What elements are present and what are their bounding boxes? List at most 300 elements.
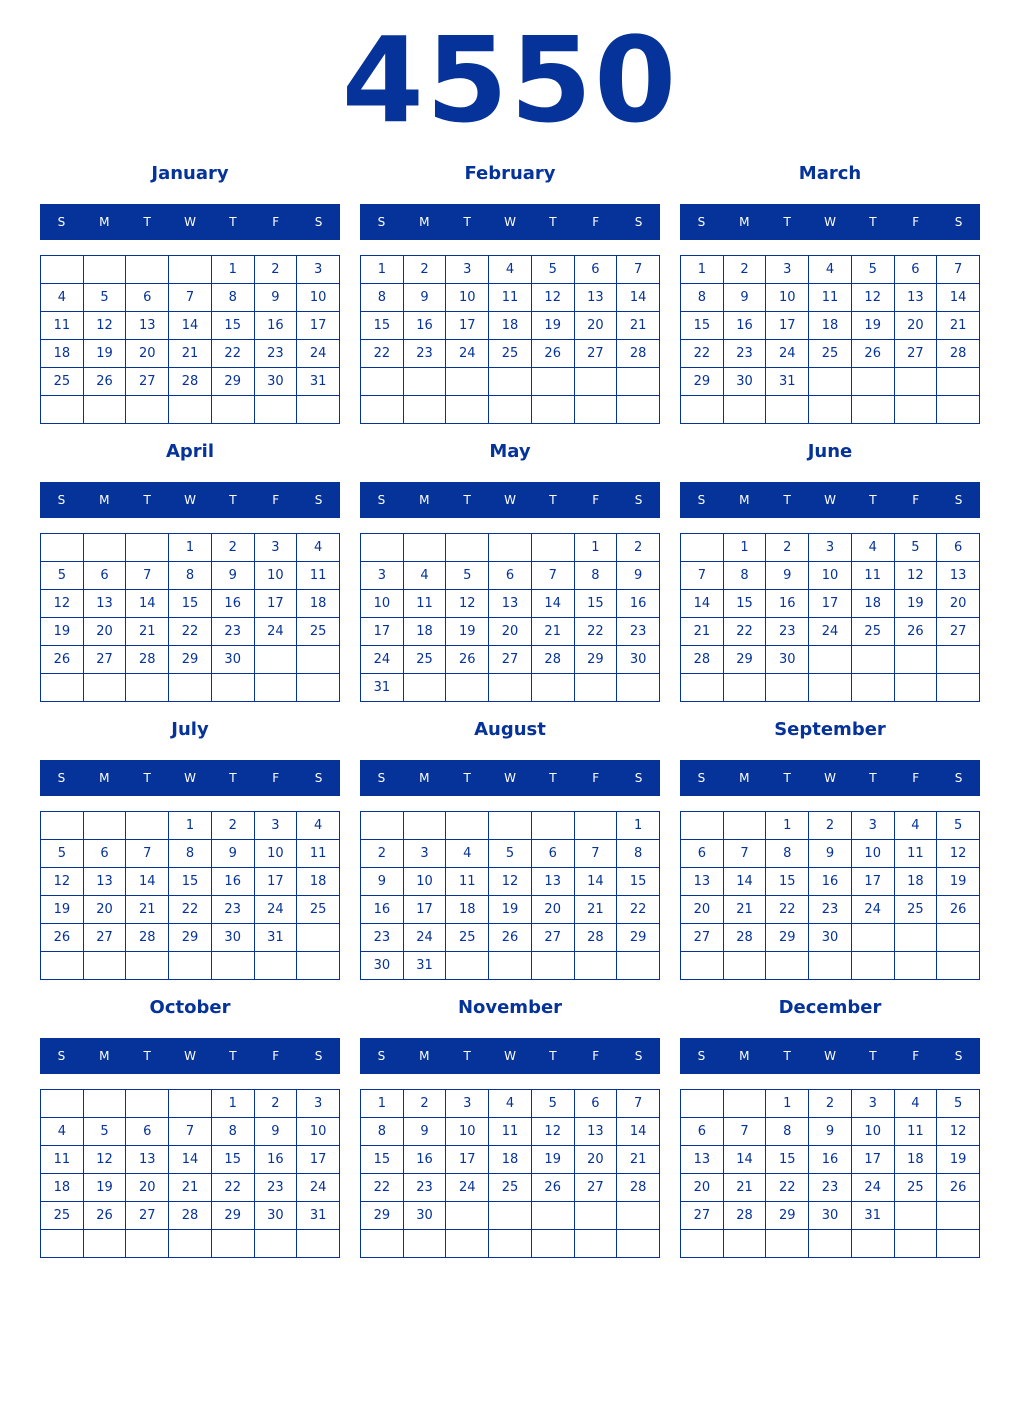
- day-cell: 2: [404, 1090, 447, 1118]
- empty-day-cell: [575, 1202, 618, 1230]
- day-cell: 28: [532, 646, 575, 674]
- empty-day-cell: [126, 256, 169, 284]
- day-cell: 19: [937, 1146, 980, 1174]
- empty-day-cell: [681, 1090, 724, 1118]
- day-cell: 14: [937, 284, 980, 312]
- empty-day-cell: [126, 952, 169, 980]
- empty-day-cell: [681, 674, 724, 702]
- day-cell: 29: [361, 1202, 404, 1230]
- day-cell: 22: [361, 340, 404, 368]
- day-cell: 25: [489, 340, 532, 368]
- day-cell: 28: [126, 924, 169, 952]
- empty-day-cell: [361, 1230, 404, 1258]
- day-cell: 7: [169, 1118, 212, 1146]
- day-cell: 12: [937, 1118, 980, 1146]
- day-cell: 27: [84, 646, 127, 674]
- weekday-label: W: [184, 771, 196, 785]
- day-cell: 12: [937, 840, 980, 868]
- day-cell: 16: [809, 868, 852, 896]
- weekday-label: T: [229, 493, 237, 507]
- weekday-label: F: [272, 771, 280, 785]
- weekday-label: W: [824, 771, 836, 785]
- empty-day-cell: [809, 1230, 852, 1258]
- day-cell: 16: [255, 312, 298, 340]
- day-cell: 20: [532, 896, 575, 924]
- day-cell: 31: [297, 368, 340, 396]
- empty-day-cell: [169, 396, 212, 424]
- weekday-label: T: [463, 215, 471, 229]
- empty-day-cell: [575, 1230, 618, 1258]
- day-cell: 16: [766, 590, 809, 618]
- month-march: [680, 156, 980, 424]
- day-cell: 2: [809, 1090, 852, 1118]
- day-cell: 19: [84, 1174, 127, 1202]
- day-cell: 7: [126, 562, 169, 590]
- day-cell: 9: [404, 284, 447, 312]
- day-cell: 14: [169, 1146, 212, 1174]
- weekday-header: [360, 204, 660, 240]
- month-december: [680, 990, 980, 1258]
- day-cell: 12: [895, 562, 938, 590]
- weekday-label: F: [272, 493, 280, 507]
- day-cell: 26: [84, 1202, 127, 1230]
- day-cell: 4: [852, 534, 895, 562]
- day-cell: 18: [41, 1174, 84, 1202]
- empty-day-cell: [84, 1090, 127, 1118]
- empty-day-cell: [617, 1230, 660, 1258]
- day-cell: 18: [404, 618, 447, 646]
- empty-day-cell: [532, 368, 575, 396]
- day-cell: 11: [297, 840, 340, 868]
- day-cell: 6: [489, 562, 532, 590]
- day-cell: 1: [681, 256, 724, 284]
- weekday-label: T: [869, 215, 877, 229]
- day-cell: 17: [852, 1146, 895, 1174]
- empty-day-cell: [84, 812, 127, 840]
- day-cell: 12: [446, 590, 489, 618]
- day-cell: 1: [766, 812, 809, 840]
- day-cell: 25: [489, 1174, 532, 1202]
- weekday-label: S: [954, 215, 963, 229]
- weekday-label: T: [229, 1049, 237, 1063]
- weekday-label: S: [314, 493, 323, 507]
- day-cell: 31: [852, 1202, 895, 1230]
- weekday-label: M: [739, 1049, 750, 1063]
- day-cell: 9: [809, 1118, 852, 1146]
- day-cell: 19: [532, 312, 575, 340]
- day-cell: 31: [255, 924, 298, 952]
- day-cell: 25: [41, 1202, 84, 1230]
- day-cell: 3: [446, 256, 489, 284]
- day-cell: 14: [169, 312, 212, 340]
- weekday-label: F: [592, 1049, 600, 1063]
- day-cell: 17: [809, 590, 852, 618]
- day-cell: 21: [724, 896, 767, 924]
- day-cell: 20: [575, 312, 618, 340]
- day-cell: 23: [617, 618, 660, 646]
- day-cell: 7: [617, 256, 660, 284]
- month-april: [40, 434, 340, 702]
- empty-day-cell: [895, 646, 938, 674]
- day-cell: 4: [489, 1090, 532, 1118]
- day-cell: 20: [895, 312, 938, 340]
- empty-day-cell: [937, 674, 980, 702]
- weekday-label: M: [739, 215, 750, 229]
- day-cell: 20: [575, 1146, 618, 1174]
- weekday-label: S: [377, 215, 386, 229]
- day-cell: 11: [41, 312, 84, 340]
- weekday-label: M: [99, 771, 110, 785]
- empty-day-cell: [41, 812, 84, 840]
- empty-day-cell: [852, 646, 895, 674]
- day-grid: [680, 533, 980, 702]
- day-cell: 17: [404, 896, 447, 924]
- empty-day-cell: [169, 1090, 212, 1118]
- empty-day-cell: [937, 396, 980, 424]
- empty-day-cell: [446, 1202, 489, 1230]
- day-cell: 7: [724, 840, 767, 868]
- weekday-label: S: [697, 1049, 706, 1063]
- day-cell: 18: [446, 896, 489, 924]
- day-cell: 5: [895, 534, 938, 562]
- day-cell: 12: [532, 1118, 575, 1146]
- empty-day-cell: [255, 952, 298, 980]
- day-cell: 12: [532, 284, 575, 312]
- day-cell: 1: [361, 256, 404, 284]
- day-cell: 1: [212, 1090, 255, 1118]
- empty-day-cell: [937, 924, 980, 952]
- day-cell: 13: [895, 284, 938, 312]
- day-cell: 31: [766, 368, 809, 396]
- empty-day-cell: [895, 368, 938, 396]
- day-cell: 14: [724, 1146, 767, 1174]
- day-cell: 2: [255, 256, 298, 284]
- day-cell: 4: [404, 562, 447, 590]
- empty-day-cell: [126, 396, 169, 424]
- empty-day-cell: [446, 952, 489, 980]
- day-cell: 22: [212, 340, 255, 368]
- day-cell: 2: [617, 534, 660, 562]
- day-cell: 14: [575, 868, 618, 896]
- day-cell: 24: [766, 340, 809, 368]
- day-cell: 16: [617, 590, 660, 618]
- day-cell: 19: [489, 896, 532, 924]
- empty-day-cell: [575, 952, 618, 980]
- weekday-label: M: [99, 1049, 110, 1063]
- day-cell: 1: [766, 1090, 809, 1118]
- day-cell: 27: [126, 1202, 169, 1230]
- weekday-label: T: [463, 493, 471, 507]
- day-cell: 11: [852, 562, 895, 590]
- day-cell: 13: [937, 562, 980, 590]
- day-cell: 29: [617, 924, 660, 952]
- weekday-label: S: [314, 215, 323, 229]
- empty-day-cell: [724, 1230, 767, 1258]
- day-cell: 24: [297, 1174, 340, 1202]
- empty-day-cell: [852, 952, 895, 980]
- day-cell: 13: [84, 868, 127, 896]
- weekday-label: W: [184, 215, 196, 229]
- day-grid: [680, 1089, 980, 1258]
- weekday-label: S: [57, 493, 66, 507]
- month-name: March: [798, 163, 862, 184]
- day-cell: 10: [852, 1118, 895, 1146]
- day-cell: 18: [297, 590, 340, 618]
- day-cell: 15: [681, 312, 724, 340]
- empty-day-cell: [766, 674, 809, 702]
- day-cell: 6: [937, 534, 980, 562]
- day-cell: 28: [169, 1202, 212, 1230]
- empty-day-cell: [361, 396, 404, 424]
- empty-day-cell: [575, 812, 618, 840]
- day-cell: 18: [297, 868, 340, 896]
- empty-day-cell: [575, 674, 618, 702]
- empty-day-cell: [617, 368, 660, 396]
- day-cell: 2: [255, 1090, 298, 1118]
- day-cell: 27: [681, 924, 724, 952]
- day-grid: [360, 533, 660, 702]
- empty-day-cell: [255, 674, 298, 702]
- day-cell: 10: [446, 284, 489, 312]
- empty-day-cell: [404, 368, 447, 396]
- weekday-header: [360, 760, 660, 796]
- empty-day-cell: [809, 396, 852, 424]
- weekday-label: M: [419, 1049, 430, 1063]
- month-august: [360, 712, 660, 980]
- day-cell: 6: [895, 256, 938, 284]
- day-cell: 14: [681, 590, 724, 618]
- empty-day-cell: [446, 534, 489, 562]
- day-cell: 13: [84, 590, 127, 618]
- day-cell: 20: [681, 896, 724, 924]
- weekday-label: T: [143, 493, 151, 507]
- day-cell: 3: [361, 562, 404, 590]
- day-cell: 30: [361, 952, 404, 980]
- day-cell: 8: [212, 284, 255, 312]
- weekday-label: M: [419, 493, 430, 507]
- weekday-label: S: [57, 1049, 66, 1063]
- weekday-label: W: [504, 771, 516, 785]
- day-cell: 10: [255, 840, 298, 868]
- day-cell: 10: [255, 562, 298, 590]
- empty-day-cell: [84, 674, 127, 702]
- day-cell: 28: [169, 368, 212, 396]
- day-cell: 19: [852, 312, 895, 340]
- empty-day-cell: [489, 674, 532, 702]
- day-cell: 21: [169, 1174, 212, 1202]
- empty-day-cell: [297, 674, 340, 702]
- weekday-header: [680, 1038, 980, 1074]
- weekday-label: S: [697, 493, 706, 507]
- weekday-label: S: [954, 1049, 963, 1063]
- weekday-label: T: [229, 771, 237, 785]
- day-cell: 24: [297, 340, 340, 368]
- day-cell: 24: [255, 618, 298, 646]
- empty-day-cell: [489, 1230, 532, 1258]
- day-cell: 29: [169, 646, 212, 674]
- empty-day-cell: [489, 396, 532, 424]
- day-cell: 30: [809, 1202, 852, 1230]
- day-cell: 26: [41, 924, 84, 952]
- day-cell: 14: [724, 868, 767, 896]
- weekday-label: S: [634, 771, 643, 785]
- day-cell: 22: [361, 1174, 404, 1202]
- day-cell: 27: [126, 368, 169, 396]
- day-cell: 3: [446, 1090, 489, 1118]
- day-cell: 7: [937, 256, 980, 284]
- day-cell: 5: [532, 1090, 575, 1118]
- day-cell: 15: [361, 1146, 404, 1174]
- day-cell: 22: [766, 1174, 809, 1202]
- day-cell: 20: [84, 896, 127, 924]
- weekday-label: M: [739, 493, 750, 507]
- day-cell: 16: [212, 868, 255, 896]
- day-cell: 20: [126, 340, 169, 368]
- weekday-label: T: [463, 1049, 471, 1063]
- weekday-label: S: [634, 1049, 643, 1063]
- empty-day-cell: [681, 952, 724, 980]
- day-cell: 17: [297, 312, 340, 340]
- day-cell: 4: [297, 812, 340, 840]
- day-cell: 13: [575, 1118, 618, 1146]
- empty-day-cell: [895, 1202, 938, 1230]
- month-november: [360, 990, 660, 1258]
- day-cell: 14: [126, 590, 169, 618]
- empty-day-cell: [681, 396, 724, 424]
- day-cell: 11: [446, 868, 489, 896]
- day-cell: 1: [724, 534, 767, 562]
- empty-day-cell: [84, 256, 127, 284]
- empty-day-cell: [297, 396, 340, 424]
- day-cell: 3: [404, 840, 447, 868]
- day-cell: 2: [766, 534, 809, 562]
- empty-day-cell: [169, 256, 212, 284]
- day-cell: 16: [809, 1146, 852, 1174]
- day-grid: [680, 811, 980, 980]
- day-cell: 8: [361, 284, 404, 312]
- empty-day-cell: [809, 674, 852, 702]
- weekday-label: T: [783, 493, 791, 507]
- empty-day-cell: [41, 396, 84, 424]
- weekday-label: F: [272, 1049, 280, 1063]
- day-cell: 28: [617, 1174, 660, 1202]
- day-cell: 21: [169, 340, 212, 368]
- month-february: [360, 156, 660, 424]
- weekday-label: F: [592, 771, 600, 785]
- day-cell: 2: [212, 812, 255, 840]
- day-cell: 17: [255, 590, 298, 618]
- day-cell: 11: [895, 840, 938, 868]
- day-cell: 18: [895, 1146, 938, 1174]
- day-cell: 5: [41, 840, 84, 868]
- weekday-label: S: [697, 771, 706, 785]
- empty-day-cell: [446, 368, 489, 396]
- day-cell: 15: [361, 312, 404, 340]
- day-cell: 2: [361, 840, 404, 868]
- day-cell: 15: [212, 312, 255, 340]
- day-cell: 30: [404, 1202, 447, 1230]
- empty-day-cell: [852, 924, 895, 952]
- day-cell: 29: [724, 646, 767, 674]
- month-name: November: [457, 997, 563, 1018]
- day-cell: 26: [895, 618, 938, 646]
- day-grid: [360, 1089, 660, 1258]
- day-cell: 14: [532, 590, 575, 618]
- empty-day-cell: [724, 396, 767, 424]
- empty-day-cell: [169, 1230, 212, 1258]
- empty-day-cell: [446, 674, 489, 702]
- day-cell: 23: [809, 1174, 852, 1202]
- day-cell: 30: [809, 924, 852, 952]
- weekday-label: T: [783, 215, 791, 229]
- day-cell: 15: [575, 590, 618, 618]
- day-cell: 6: [681, 1118, 724, 1146]
- day-cell: 17: [297, 1146, 340, 1174]
- empty-day-cell: [852, 1230, 895, 1258]
- empty-day-cell: [41, 534, 84, 562]
- day-cell: 26: [446, 646, 489, 674]
- day-cell: 15: [212, 1146, 255, 1174]
- month-june: [680, 434, 980, 702]
- day-cell: 31: [297, 1202, 340, 1230]
- day-cell: 17: [446, 312, 489, 340]
- weekday-label: W: [504, 215, 516, 229]
- day-cell: 10: [446, 1118, 489, 1146]
- empty-day-cell: [532, 1202, 575, 1230]
- weekday-header: [360, 1038, 660, 1074]
- day-cell: 15: [724, 590, 767, 618]
- day-grid: [360, 811, 660, 980]
- day-cell: 22: [169, 618, 212, 646]
- empty-day-cell: [809, 952, 852, 980]
- day-cell: 30: [766, 646, 809, 674]
- day-cell: 21: [126, 618, 169, 646]
- day-cell: 9: [255, 284, 298, 312]
- weekday-label: T: [143, 215, 151, 229]
- empty-day-cell: [297, 1230, 340, 1258]
- day-cell: 4: [41, 1118, 84, 1146]
- empty-day-cell: [126, 1090, 169, 1118]
- day-cell: 7: [617, 1090, 660, 1118]
- day-cell: 21: [724, 1174, 767, 1202]
- day-cell: 29: [766, 1202, 809, 1230]
- day-cell: 15: [766, 868, 809, 896]
- day-cell: 2: [404, 256, 447, 284]
- empty-day-cell: [84, 534, 127, 562]
- empty-day-cell: [404, 674, 447, 702]
- empty-day-cell: [297, 952, 340, 980]
- month-name: October: [149, 997, 231, 1018]
- day-cell: 22: [766, 896, 809, 924]
- empty-day-cell: [724, 1090, 767, 1118]
- empty-day-cell: [895, 924, 938, 952]
- empty-day-cell: [724, 812, 767, 840]
- day-cell: 10: [852, 840, 895, 868]
- month-name: April: [165, 441, 215, 462]
- day-cell: 22: [575, 618, 618, 646]
- day-cell: 29: [169, 924, 212, 952]
- day-cell: 10: [297, 284, 340, 312]
- day-cell: 24: [361, 646, 404, 674]
- day-cell: 4: [895, 812, 938, 840]
- day-cell: 6: [575, 256, 618, 284]
- day-cell: 17: [446, 1146, 489, 1174]
- weekday-label: S: [57, 215, 66, 229]
- day-cell: 27: [532, 924, 575, 952]
- day-grid: [360, 255, 660, 424]
- weekday-label: M: [99, 215, 110, 229]
- day-cell: 8: [617, 840, 660, 868]
